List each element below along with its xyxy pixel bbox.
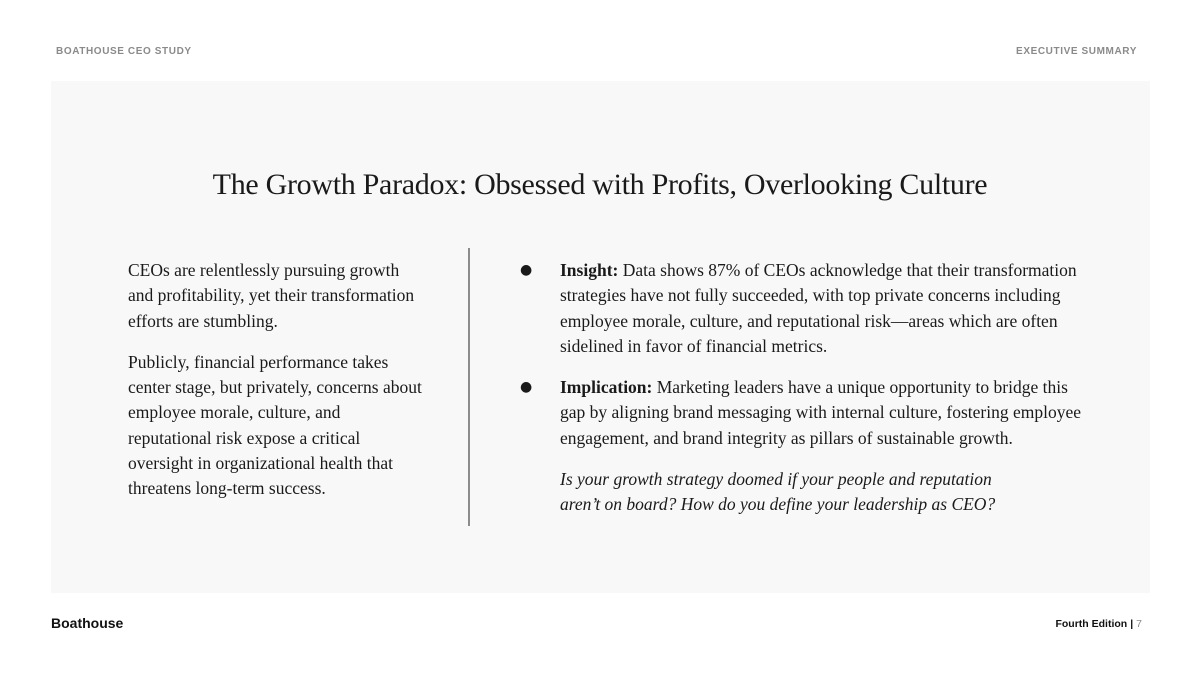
edition-label: Fourth Edition xyxy=(1055,618,1128,630)
slide-title: The Growth Paradox: Obsessed with Profits, Overlooking Culture xyxy=(212,168,988,201)
bullet-label: Insight: xyxy=(560,260,619,280)
bullet-text: Data shows 87% of CEOs acknowledge that their transformation strategies have not fully succeeded, with top private concerns including employee morale, culture, and reputational risk—areas which are often sidelined in favor of financial metrics. xyxy=(560,260,1077,356)
left-paragraph: CEOs are relentlessly pursuing growth and profitability, yet their transformation efforts are stumbling. xyxy=(128,260,415,331)
column-divider xyxy=(468,248,470,526)
bullet-dot-icon: ● xyxy=(520,262,533,278)
bullet-dot-icon: ● xyxy=(520,379,533,396)
page-number: 7 xyxy=(1136,618,1142,630)
bullet-implication xyxy=(520,375,1085,451)
closing-question: Is your growth strategy doomed if your people and reputation aren’t on board? How do you define your leadership as CEO? xyxy=(560,469,996,515)
bullet-text: Marketing leaders have a unique opportunity to bridge this gap by aligning brand messaging with internal culture, fostering employee engagement, and brand integrity as pillars of sustainable growth. xyxy=(560,377,1081,448)
left-column xyxy=(128,258,423,518)
left-paragraph: Publicly, financial performance takes center stage, but privately, concerns about employee morale, culture, and reputational risk expose a critical oversight in organizational health that threatens long-term success. xyxy=(128,351,422,499)
footer-edition xyxy=(1055,618,1142,630)
footer-separator: | xyxy=(1130,618,1134,630)
bullet-label: Implication: xyxy=(560,377,653,398)
bullet-insight xyxy=(520,258,1085,359)
header-left-label: BOATHOUSE CEO STUDY xyxy=(56,46,192,57)
brand-logo: Boathouse xyxy=(51,615,124,631)
header-right-label: EXECUTIVE SUMMARY xyxy=(1016,46,1137,57)
right-column xyxy=(520,258,1085,518)
